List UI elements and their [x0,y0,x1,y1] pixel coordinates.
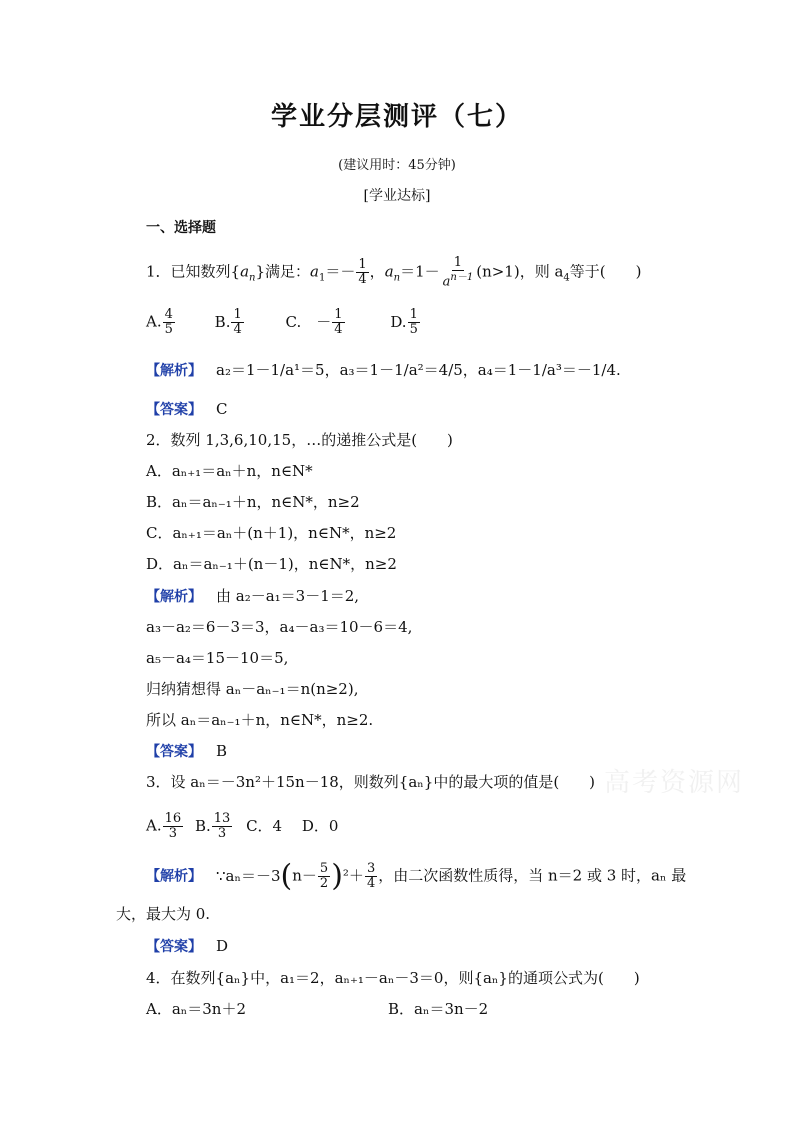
q1-stem: 1．已知数列$\{a_n\}$满足：$a_1=-$ $\frac{1}{4}$ ，$a_n=1-$ $\frac{1}{a^{n-1}}$ (n>1)，则 $a_4$等于( ) [146,255,642,290]
q2-analysis-line5: 所以 aₙ＝aₙ₋₁＋n，n∈N*，n≥2. [146,711,374,729]
q2-analysis: 【解析】 由 a₂－a₁＝3－1＝2, [146,587,360,605]
q3-stem: 3．设 aₙ＝－3n²＋15n－18，则数列{aₙ}中的最大项的值是( ) [146,773,596,791]
q2-option-d: D．aₙ＝aₙ₋₁＋(n－1)，n∈N*，n≥2 [146,555,397,573]
q2-analysis-line2: a₃－a₂＝6－3＝3，a₄－a₃＝10－6＝4, [146,618,413,636]
q2-answer: 【答案】 B [146,742,228,760]
q4-option-b: B．aₙ＝3n－2 [388,1000,489,1018]
q1-frac-an: $\frac{1}{a^{n-1}}$ [442,255,474,290]
q2-option-b: B．aₙ＝aₙ₋₁＋n，n∈N*，n≥2 [146,493,360,511]
q4-stem: 4．在数列{aₙ}中，a₁＝2，aₙ₊₁－aₙ－3＝0，则{aₙ}的通项公式为( ) [146,969,640,987]
watermark: 高考资源网 [604,768,745,798]
q3-analysis-cont: 大，最大为 0. [116,905,211,923]
q1-options: A. $\frac{4}{5}$ B. $\frac{1}{4}$ C. － $\frac{1}{4}$ D. $\frac{1}{5}$ [146,307,418,337]
q1-analysis: 【解析】 a₂＝1－1/a¹＝5，a₃＝1－1/a²＝4/5，a₄＝1－1/a³＝－1/4. [146,361,621,379]
q2-analysis-line4: 归纳猜想得 aₙ－aₙ₋₁＝n(n≥2), [146,680,359,698]
level-heading: [学业达标] [363,188,431,204]
q3-options: A. $\frac{16}{3}$ B. $\frac{13}{3}$ C．4 D．0 [146,811,339,841]
q2-option-a: A．aₙ₊₁＝aₙ＋n，n∈N* [146,462,313,480]
q3-answer: 【答案】 D [146,937,229,955]
q4-option-a: A．aₙ＝3n＋2 [146,1000,247,1018]
q1-answer: 【答案】 C [146,400,228,418]
q2-option-c: C．aₙ₊₁＝aₙ＋(n＋1)，n∈N*，n≥2 [146,524,397,542]
q3-analysis: 【解析】 ∵aₙ＝－3(n－ $\frac{5}{2}$ )²＋ $\frac{3}{4}$ ，由二次函数性质得，当 n＝2 或 3 时，aₙ 最 [146,858,687,894]
q2-analysis-line3: a₅－a₄＝15－10＝5, [146,649,289,667]
section-heading: 一、选择题 [146,220,216,236]
page-title: 学业分层测评（七） [270,102,523,132]
q1-frac-a1: $\frac{1}{4}$ [358,257,367,288]
time-note: (建议用时：45分钟) [338,158,456,173]
q2-stem: 2．数列 1,3,6,10,15，…的递推公式是( ) [146,431,453,449]
